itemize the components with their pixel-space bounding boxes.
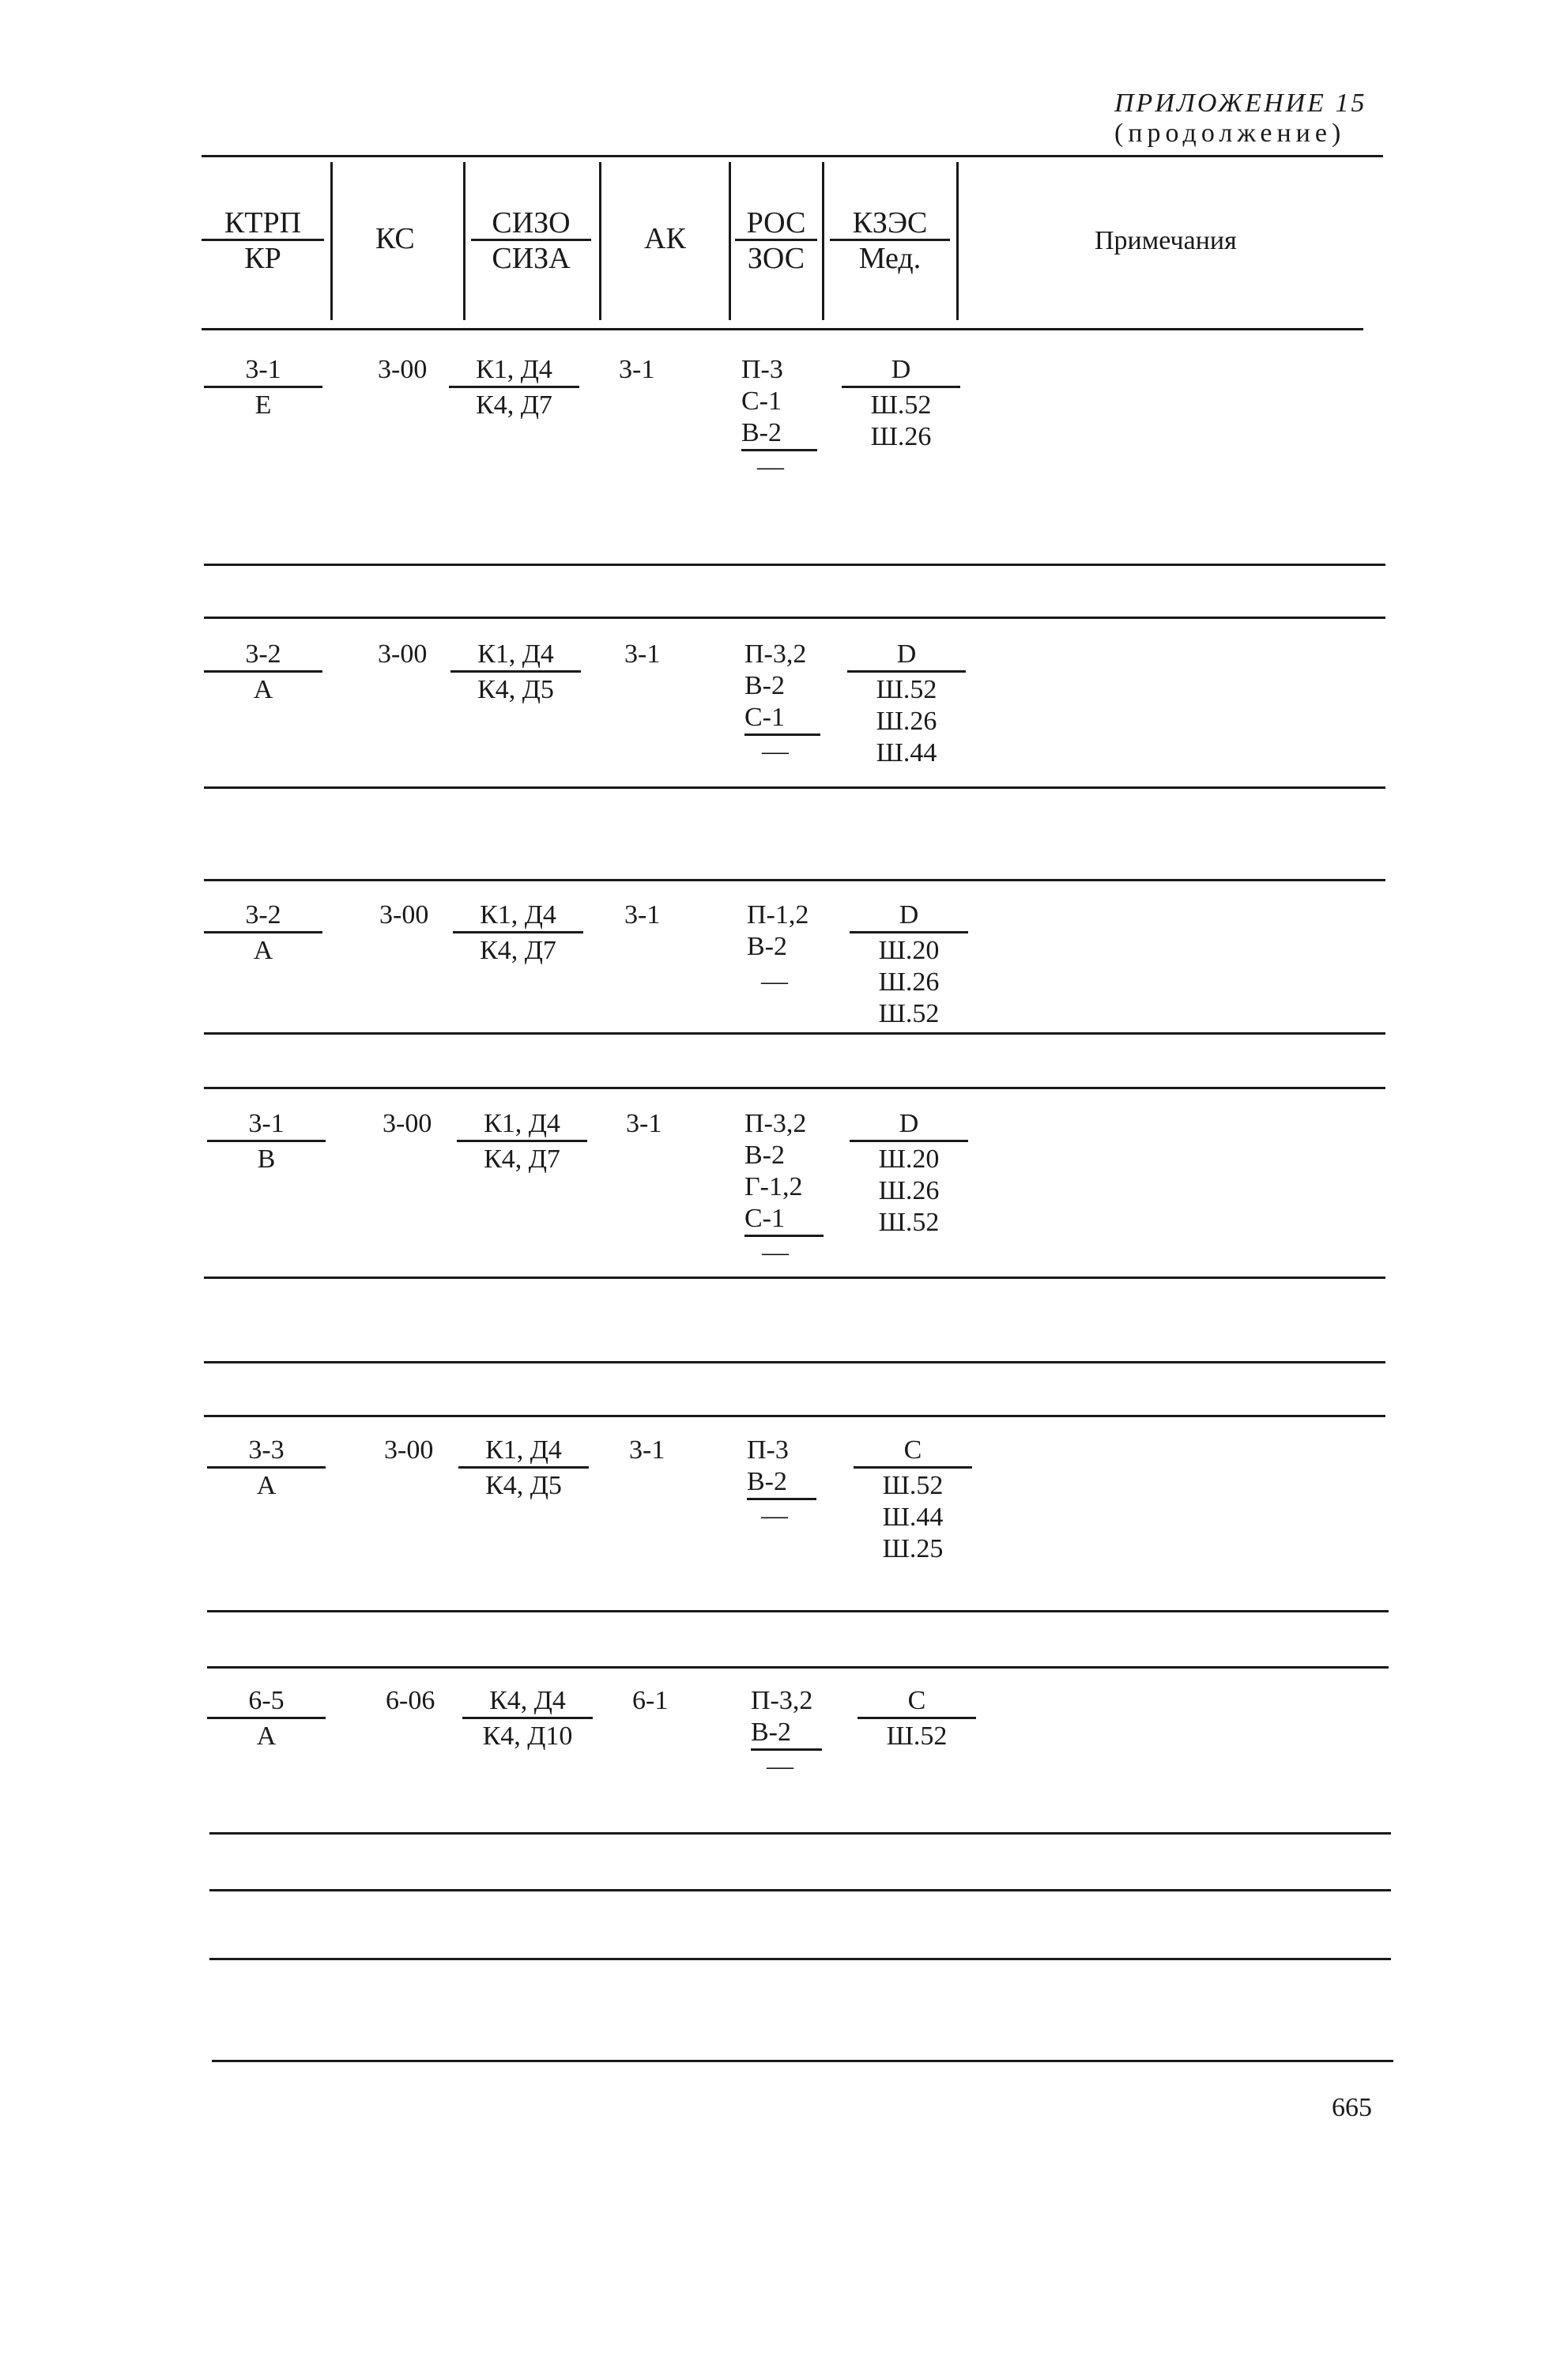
row-4-med-1: Ш.20: [850, 1140, 968, 1175]
row-5-ks: 3-00: [384, 1435, 434, 1465]
row-4-sizo-siza: [457, 1108, 587, 1175]
header-top-rule: [202, 155, 1383, 157]
header-zos: ЗОС: [735, 239, 817, 274]
row-2-ak: 3-1: [624, 639, 661, 669]
row-1-ros-item: С-1: [741, 387, 782, 416]
row-6-ktrp-kr: [207, 1685, 326, 1752]
row-6-kr: А: [207, 1717, 326, 1752]
row-separator: [204, 1277, 1385, 1279]
header-divider: [330, 162, 333, 320]
row-3-ros-item: П-1,2: [747, 900, 809, 930]
row-4-kr: В: [207, 1140, 326, 1175]
row-2-sizo: К1, Д4: [477, 639, 554, 669]
row-4-siza: К4, Д7: [457, 1140, 587, 1175]
row-5-sizo: К1, Д4: [485, 1435, 562, 1465]
row-3-zos: —: [761, 967, 788, 996]
row-5-kr: А: [207, 1466, 326, 1502]
header-divider: [463, 162, 466, 320]
row-6-ros-item: В-2: [751, 1717, 822, 1751]
row-4-ktrp: 3-1: [248, 1109, 285, 1138]
row-5-med-3: Ш.25: [882, 1534, 944, 1563]
row-4-ros-item: В-2: [744, 1141, 785, 1170]
header-sizo: СИЗО: [492, 206, 571, 239]
row-3-kr: А: [204, 931, 322, 967]
row-1-ktrp-kr: [204, 354, 322, 421]
row-1-kzes-med: [842, 354, 960, 453]
row-4-ros-item: С-1: [744, 1203, 824, 1237]
row-3-ktrp-kr: [204, 899, 322, 967]
header-divider: [599, 162, 601, 320]
row-4-kzes-med: [850, 1108, 968, 1239]
row-separator: [204, 1415, 1385, 1417]
row-5-sizo-siza: [458, 1435, 589, 1502]
row-3-ktrp: 3-2: [245, 900, 281, 930]
row-5-ktrp: 3-3: [248, 1435, 285, 1465]
row-5-siza: К4, Д5: [458, 1466, 589, 1502]
header-divider: [729, 162, 731, 320]
header-med: Мед.: [830, 239, 950, 274]
header-notes: Примечания: [1095, 226, 1237, 255]
row-2-ros: [744, 639, 820, 767]
row-3-sizo: К1, Д4: [480, 900, 556, 930]
row-3-ak: 3-1: [624, 900, 661, 930]
row-5-med-1: Ш.52: [854, 1466, 972, 1502]
row-4-ros-item: Г-1,2: [744, 1172, 803, 1201]
row-6-ktrp: 6-5: [248, 1686, 285, 1715]
row-separator: [209, 1889, 1391, 1891]
row-1-kzes: D: [891, 355, 911, 384]
row-3-med-2: Ш.26: [878, 967, 940, 997]
header-ros-zos: [735, 207, 817, 274]
row-1-sizo: К1, Д4: [476, 355, 552, 384]
row-separator: [209, 1832, 1391, 1835]
row-5-med-2: Ш.44: [882, 1503, 944, 1532]
header-divider: [822, 162, 824, 320]
row-5-ktrp-kr: [207, 1435, 326, 1502]
row-6-siza: К4, Д10: [462, 1717, 593, 1752]
row-3-kzes: D: [899, 900, 919, 930]
row-3-kzes-med: [850, 899, 968, 1030]
row-2-sizo-siza: [450, 639, 581, 706]
page-number: 665: [1332, 2093, 1372, 2122]
row-2-kzes-med: [847, 639, 966, 769]
row-separator: [207, 1666, 1389, 1669]
row-3-sizo-siza: [453, 899, 583, 967]
row-separator: [209, 1958, 1391, 1960]
row-6-kzes-med: [858, 1685, 976, 1752]
header-ak: АК: [644, 222, 686, 255]
row-2-kr: А: [204, 670, 322, 706]
header-kzes-med: [830, 207, 950, 274]
row-6-ros: [751, 1685, 822, 1782]
row-6-kzes: С: [907, 1686, 926, 1715]
row-separator: [204, 879, 1385, 881]
row-4-ros-item: П-3,2: [744, 1109, 807, 1138]
row-2-ros-item: П-3,2: [744, 639, 807, 669]
header-ktrp-kr: [202, 207, 324, 274]
header-kzes: КЗЭС: [852, 206, 928, 239]
row-4-ak: 3-1: [626, 1109, 662, 1138]
row-4-ks: 3-00: [383, 1109, 432, 1138]
row-2-med-1: Ш.52: [847, 670, 966, 706]
row-3-ros: [747, 899, 808, 997]
header-bottom-rule: [202, 328, 1363, 330]
row-separator: [204, 1361, 1385, 1363]
row-6-ros-item: П-3,2: [751, 1686, 813, 1715]
row-6-sizo: К4, Д4: [489, 1686, 566, 1715]
row-5-ros-item: П-3: [747, 1435, 789, 1465]
header-ks: КС: [375, 222, 415, 255]
row-1-zos: —: [757, 452, 784, 481]
row-3-siza: К4, Д7: [453, 931, 583, 967]
row-3-ks: 3-00: [379, 900, 429, 930]
row-2-kzes: D: [896, 639, 917, 669]
row-4-ros: [744, 1108, 824, 1269]
row-2-ks: 3-00: [378, 639, 428, 669]
header-divider: [956, 162, 959, 320]
row-6-zos: —: [767, 1752, 793, 1781]
row-separator: [204, 1087, 1385, 1089]
row-6-med-1: Ш.52: [858, 1717, 976, 1752]
header-ktrp: КТРП: [224, 206, 302, 239]
row-4-ktrp-kr: [207, 1108, 326, 1175]
header-siza: СИЗА: [471, 239, 591, 274]
row-2-ktrp: 3-2: [245, 639, 281, 669]
row-5-kzes: С: [903, 1435, 922, 1465]
row-1-ks: 3-00: [378, 355, 428, 384]
row-4-sizo: К1, Д4: [484, 1109, 560, 1138]
row-4-med-2: Ш.26: [878, 1176, 940, 1205]
row-5-ros-item: В-2: [747, 1466, 816, 1500]
row-1-siza: К4, Д7: [449, 386, 579, 421]
row-4-kzes: D: [899, 1109, 919, 1138]
row-5-kzes-med: [854, 1435, 972, 1565]
header-sizo-siza: [471, 207, 591, 274]
header-kr: КР: [202, 239, 324, 274]
row-5-ros: [747, 1435, 816, 1532]
row-5-ak: 3-1: [629, 1435, 665, 1465]
row-6-ak: 6-1: [632, 1686, 669, 1715]
row-6-sizo-siza: [462, 1685, 593, 1752]
row-separator: [204, 786, 1385, 789]
row-2-med-2: Ш.26: [876, 707, 937, 736]
row-separator: [207, 1610, 1389, 1612]
row-1-ros-item: В-2: [741, 417, 817, 451]
row-2-zos: —: [762, 737, 789, 766]
row-2-siza: К4, Д5: [450, 670, 581, 706]
row-2-med-3: Ш.44: [876, 738, 937, 767]
row-3-med-3: Ш.52: [878, 999, 940, 1028]
row-4-zos: —: [762, 1238, 789, 1267]
row-2-ros-item: С-1: [744, 702, 820, 736]
row-3-med-1: Ш.20: [850, 931, 968, 967]
header-ros: РОС: [746, 206, 806, 239]
row-6-ks: 6-06: [386, 1686, 435, 1715]
row-1-ktrp: 3-1: [245, 355, 281, 384]
row-4-med-3: Ш.52: [878, 1208, 940, 1237]
row-1-med-2: Ш.26: [870, 422, 932, 451]
row-1-ros-item: П-3: [741, 355, 783, 384]
appendix-subtitle: (продолжение): [1114, 119, 1346, 148]
row-1-kr: Е: [204, 386, 322, 421]
row-5-zos: —: [761, 1501, 788, 1530]
row-1-sizo-siza: [449, 354, 579, 421]
appendix-title: ПРИЛОЖЕНИЕ 15: [1114, 89, 1367, 118]
row-2-ros-item: В-2: [744, 671, 785, 700]
row-1-ros: [741, 354, 817, 483]
row-3-ros-item: В-2: [747, 932, 787, 961]
row-2-ktrp-kr: [204, 639, 322, 706]
row-separator: [204, 564, 1385, 566]
row-1-med-1: Ш.52: [842, 386, 960, 421]
row-separator: [204, 1032, 1385, 1035]
row-separator: [204, 617, 1385, 619]
row-1-ak: 3-1: [619, 355, 655, 384]
row-separator: [212, 2060, 1393, 2062]
